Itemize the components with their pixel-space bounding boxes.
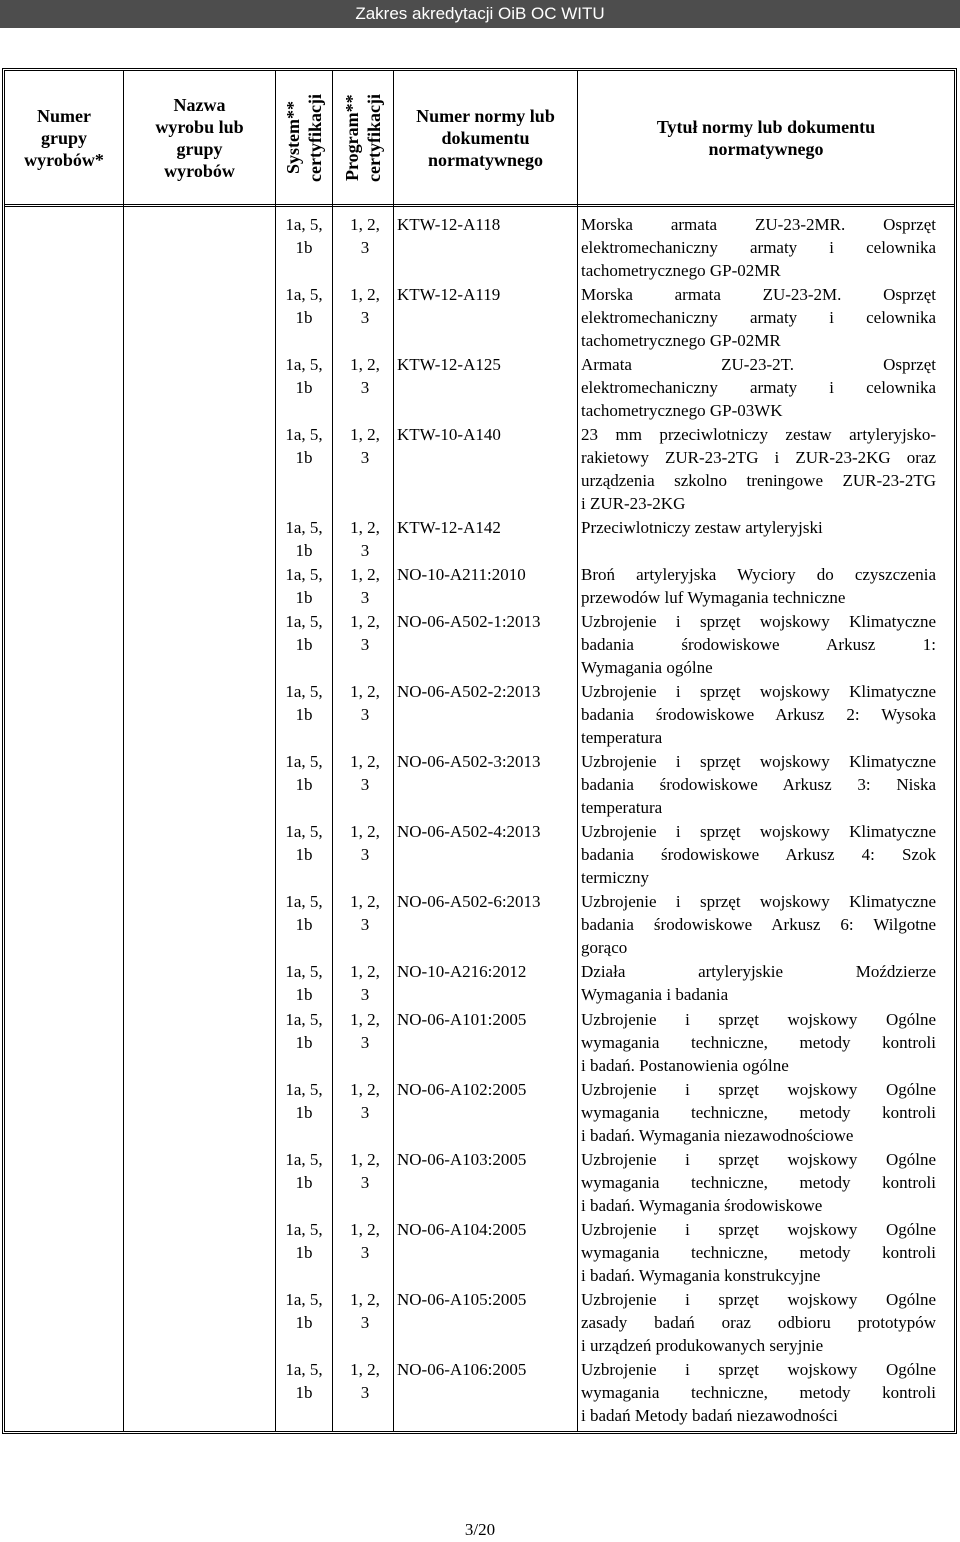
program-cell-line: 1, 2, [350, 425, 380, 444]
system-cell [279, 1288, 329, 1334]
standard-title-cell-line: Przeciwlotniczy zestaw artyleryjski [581, 518, 823, 537]
column-divider [123, 71, 124, 1431]
system-cell [279, 960, 329, 1006]
system-cell [279, 1218, 329, 1264]
program-cell-line: 1, 2, [350, 1150, 380, 1169]
program-cell-line: 1, 2, [350, 285, 380, 304]
standard-title-cell [581, 820, 936, 889]
system-cell-line: 1a, 5, [285, 612, 323, 631]
standard-title-cell-line: temperatura [581, 798, 663, 817]
program-cell-line: 3 [360, 1313, 370, 1332]
program-cell-line: 1, 2, [350, 565, 380, 584]
program-cell [340, 213, 390, 259]
system-cell-line: 1a, 5, [285, 1150, 323, 1169]
system-cell-line: 1b [295, 448, 313, 467]
standard-title-cell [581, 960, 936, 1006]
standard-title-cell-line: i badań. Wymagania niezawodnościowe [581, 1126, 854, 1145]
standard-number-cell [397, 283, 577, 306]
program-cell [340, 750, 390, 796]
standard-title-cell-line: gorąco [581, 938, 628, 957]
program-cell-line: 3 [360, 1243, 370, 1262]
header-standard-number-label: Numer normy lub dokumentu normatywnego [416, 105, 555, 170]
program-cell-line: 3 [360, 541, 370, 560]
standard-title-cell [581, 1148, 936, 1217]
program-cell-line: 1, 2, [350, 962, 380, 981]
system-cell-line: 1b [295, 1103, 313, 1122]
standard-number-cell-line: KTW-12-A119 [397, 285, 501, 304]
standard-title-cell [581, 1358, 936, 1427]
system-cell-line: 1b [295, 705, 313, 724]
program-cell [340, 820, 390, 866]
program-cell [340, 516, 390, 562]
standard-number-cell-line: NO-06-A502-3:2013 [397, 752, 541, 771]
standard-title-cell-line: wymagania techniczne, metody kontroli [581, 1103, 936, 1122]
header-product-name-label: Nazwa wyrobu lub grupy wyrobów [155, 94, 244, 181]
standard-title-cell-line: i urządzeń produkowanych seryjnie [581, 1336, 824, 1355]
program-cell [340, 423, 390, 469]
standard-title-cell-line: Uzbrojenie i sprzęt wojskowy Klimatyczne [581, 612, 936, 631]
system-cell-line: 1a, 5, [285, 822, 323, 841]
standard-number-cell [397, 890, 577, 913]
standard-title-cell-line: elektromechaniczny armaty i celownika [581, 378, 936, 397]
program-cell-line: 3 [360, 1173, 370, 1192]
program-cell-line: 3 [360, 1103, 370, 1122]
program-cell [340, 563, 390, 609]
standard-title-cell-line: tachometrycznego GP-02MR [581, 331, 781, 350]
standard-title-cell-line: Armata ZU-23-2T. Osprzęt [581, 355, 936, 374]
standard-title-cell-line: i ZUR-23-2KG [581, 494, 686, 513]
program-cell [340, 1218, 390, 1264]
standard-number-cell-line: NO-06-A502-1:2013 [397, 612, 541, 631]
standard-title-cell-line: Morska armata ZU-23-2MR. Osprzęt [581, 215, 936, 234]
standard-title-cell-line: wymagania techniczne, metody kontroli [581, 1173, 936, 1192]
system-cell-line: 1b [295, 1383, 313, 1402]
standard-title-cell-line: elektromechaniczny armaty i celownika [581, 308, 936, 327]
standard-title-cell-line: rakietowy ZUR-23-2TG i ZUR-23-2KG oraz [581, 448, 936, 467]
standard-title-cell [581, 680, 936, 749]
standard-title-cell-line: tachometrycznego GP-03WK [581, 401, 783, 420]
program-cell-line: 3 [360, 588, 370, 607]
standard-number-cell-line: NO-06-A502-2:2013 [397, 682, 541, 701]
system-cell [279, 423, 329, 469]
standard-title-cell-line: Uzbrojenie i sprzęt wojskowy Klimatyczne [581, 752, 936, 771]
program-cell-line: 1, 2, [350, 1010, 380, 1029]
standard-title-cell-line: badania środowiskowe Arkusz 3: Niska [581, 775, 936, 794]
system-cell [279, 1078, 329, 1124]
standard-title-cell-line: badania środowiskowe Arkusz 4: Szok [581, 845, 936, 864]
standard-title-cell-line: elektromechaniczny armaty i celownika [581, 238, 936, 257]
program-cell-line: 3 [360, 635, 370, 654]
program-cell [340, 1358, 390, 1404]
system-cell [279, 890, 329, 936]
standard-number-cell-line: NO-06-A103:2005 [397, 1150, 527, 1169]
program-cell-line: 3 [360, 1033, 370, 1052]
table-header [5, 71, 954, 207]
standard-title-cell-line: wymagania techniczne, metody kontroli [581, 1243, 936, 1262]
column-divider [577, 71, 578, 1431]
standard-number-cell [397, 1218, 577, 1241]
standard-title-cell-line: Uzbrojenie i sprzęt wojskowy Ogólne [581, 1220, 936, 1239]
header-group-number-label: Numer grupy wyrobów* [24, 105, 104, 170]
program-cell [340, 890, 390, 936]
program-cell [340, 610, 390, 656]
standard-number-cell-line: KTW-12-A125 [397, 355, 501, 374]
page-header [0, 0, 960, 28]
standard-number-cell-line: NO-06-A105:2005 [397, 1290, 527, 1309]
standard-title-cell-line: i badań. Postanowienia ogólne [581, 1056, 789, 1075]
system-cell-line: 1a, 5, [285, 518, 323, 537]
standard-title-cell-line: wymagania techniczne, metody kontroli [581, 1383, 936, 1402]
system-cell-line: 1a, 5, [285, 1360, 323, 1379]
standard-title-cell [581, 1008, 936, 1077]
system-cell [279, 680, 329, 726]
program-cell-line: 1, 2, [350, 215, 380, 234]
standard-number-cell-line: NO-06-A106:2005 [397, 1360, 527, 1379]
standard-title-cell-line: Działa artyleryjskie Moździerze [581, 962, 936, 981]
system-cell [279, 283, 329, 329]
standard-number-cell-line: KTW-10-A140 [397, 425, 501, 444]
system-cell [279, 563, 329, 609]
header-standard-title [578, 71, 954, 204]
program-cell-line: 1, 2, [350, 752, 380, 771]
standard-number-cell-line: NO-10-A216:2012 [397, 962, 527, 981]
standard-title-cell-line: badania środowiskowe Arkusz 2: Wysoka [581, 705, 936, 724]
program-cell-line: 3 [360, 378, 370, 397]
standard-title-cell [581, 1218, 936, 1287]
accreditation-table [2, 68, 957, 1434]
program-cell [340, 1288, 390, 1334]
page-title: Zakres akredytacji OiB OC WITU [355, 4, 605, 23]
header-standard-title-label: Tytuł normy lub dokumentu normatywnego [656, 116, 876, 159]
standard-title-cell-line: i badań. Wymagania środowiskowe [581, 1196, 823, 1215]
program-cell-line: 1, 2, [350, 1080, 380, 1099]
standard-number-cell-line: NO-06-A102:2005 [397, 1080, 527, 1099]
program-cell [340, 1008, 390, 1054]
standard-title-cell-line: Uzbrojenie i sprzęt wojskowy Klimatyczne [581, 682, 936, 701]
header-system-label: System** certyfikacji [283, 93, 325, 182]
system-cell-line: 1a, 5, [285, 892, 323, 911]
program-cell-line: 1, 2, [350, 518, 380, 537]
standard-number-cell [397, 1358, 577, 1381]
standard-title-cell [581, 213, 936, 282]
program-cell-line: 3 [360, 845, 370, 864]
system-cell-line: 1b [295, 775, 313, 794]
standard-number-cell [397, 1288, 577, 1311]
system-cell [279, 1358, 329, 1404]
standard-title-cell-line: Uzbrojenie i sprzęt wojskowy Ogólne [581, 1010, 936, 1029]
standard-number-cell [397, 1008, 577, 1031]
system-cell-line: 1b [295, 985, 313, 1004]
standard-title-cell-line: Wymagania ogólne [581, 658, 713, 677]
system-cell-line: 1b [295, 1173, 313, 1192]
system-cell-line: 1b [295, 1243, 313, 1262]
standard-title-cell-line: Uzbrojenie i sprzęt wojskowy Klimatyczne [581, 892, 936, 911]
standard-title-cell-line: Morska armata ZU-23-2M. Osprzęt [581, 285, 936, 304]
system-cell [279, 516, 329, 562]
standard-title-cell [581, 283, 936, 352]
system-cell [279, 1008, 329, 1054]
standard-number-cell [397, 423, 577, 446]
standard-number-cell [397, 960, 577, 983]
standard-number-cell-line: NO-06-A502-6:2013 [397, 892, 541, 911]
system-cell [279, 610, 329, 656]
header-product-name [124, 71, 275, 204]
program-cell-line: 1, 2, [350, 612, 380, 631]
standard-title-cell [581, 1078, 936, 1147]
system-cell-line: 1b [295, 308, 313, 327]
standard-title-cell-line: Uzbrojenie i sprzęt wojskowy Ogólne [581, 1360, 936, 1379]
standard-title-cell [581, 890, 936, 959]
system-cell-line: 1a, 5, [285, 1010, 323, 1029]
standard-title-cell-line: Broń artyleryjska Wyciory do czyszczenia [581, 565, 936, 584]
column-divider [332, 71, 333, 1431]
standard-title-cell-line: zasady badań oraz odbioru prototypów [581, 1313, 936, 1332]
system-cell-line: 1a, 5, [285, 752, 323, 771]
header-group-number [5, 71, 123, 204]
standard-title-cell [581, 610, 936, 679]
system-cell [279, 820, 329, 866]
system-cell-line: 1a, 5, [285, 425, 323, 444]
system-cell [279, 353, 329, 399]
standard-number-cell [397, 353, 577, 376]
program-cell-line: 3 [360, 1383, 370, 1402]
system-cell-line: 1a, 5, [285, 355, 323, 374]
system-cell-line: 1b [295, 541, 313, 560]
standard-title-cell-line: i badań Metody badań niezawodności [581, 1406, 838, 1425]
standard-number-cell-line: KTW-12-A118 [397, 215, 501, 234]
standard-title-cell [581, 1288, 936, 1357]
standard-title-cell-line: tachometrycznego GP-02MR [581, 261, 781, 280]
standard-title-cell-line: przewodów luf Wymagania techniczne [581, 588, 846, 607]
system-cell-line: 1a, 5, [285, 565, 323, 584]
standard-number-cell [397, 1148, 577, 1171]
system-cell-line: 1b [295, 915, 313, 934]
page-number: 3/20 [464, 1520, 496, 1539]
standard-title-cell-line: temperatura [581, 728, 663, 747]
system-cell [279, 1148, 329, 1194]
program-cell [340, 353, 390, 399]
standard-number-cell-line: NO-06-A101:2005 [397, 1010, 527, 1029]
system-cell-line: 1a, 5, [285, 682, 323, 701]
system-cell-line: 1b [295, 378, 313, 397]
program-cell [340, 1078, 390, 1124]
program-cell-line: 3 [360, 985, 370, 1004]
program-cell [340, 1148, 390, 1194]
system-cell-line: 1b [295, 588, 313, 607]
system-cell-line: 1a, 5, [285, 215, 323, 234]
system-cell-line: 1b [295, 1313, 313, 1332]
standard-title-cell-line: 23 mm przeciwlotniczy zestaw artyleryjsko- [581, 425, 936, 444]
program-cell-line: 3 [360, 775, 370, 794]
system-cell-line: 1b [295, 1033, 313, 1052]
standard-title-cell-line: badania środowiskowe Arkusz 6: Wilgotne [581, 915, 936, 934]
program-cell-line: 3 [360, 448, 370, 467]
header-program-label: Program** certyfikacji [342, 93, 384, 182]
system-cell-line: 1a, 5, [285, 1290, 323, 1309]
standard-number-cell [397, 680, 577, 703]
standard-title-cell [581, 563, 936, 609]
system-cell-line: 1a, 5, [285, 1220, 323, 1239]
system-cell-line: 1a, 5, [285, 285, 323, 304]
header-system [276, 71, 332, 204]
standard-title-cell-line: i badań. Wymagania konstrukcyjne [581, 1266, 821, 1285]
standard-title-cell-line: Uzbrojenie i sprzęt wojskowy Klimatyczne [581, 822, 936, 841]
column-divider [393, 71, 394, 1431]
program-cell [340, 283, 390, 329]
standard-number-cell [397, 563, 577, 586]
standard-number-cell-line: NO-06-A104:2005 [397, 1220, 527, 1239]
system-cell-line: 1b [295, 635, 313, 654]
standard-number-cell-line: KTW-12-A142 [397, 518, 501, 537]
standard-title-cell [581, 750, 936, 819]
program-cell-line: 1, 2, [350, 822, 380, 841]
standard-title-cell-line: Uzbrojenie i sprzęt wojskowy Ogólne [581, 1080, 936, 1099]
program-cell-line: 3 [360, 915, 370, 934]
program-cell-line: 3 [360, 308, 370, 327]
standard-title-cell-line: badania środowiskowe Arkusz 1: [581, 635, 936, 654]
standard-title-cell-line: termiczny [581, 868, 649, 887]
program-cell-line: 3 [360, 238, 370, 257]
header-program [333, 71, 393, 204]
program-cell-line: 1, 2, [350, 682, 380, 701]
standard-number-cell [397, 610, 577, 633]
program-cell-line: 1, 2, [350, 1290, 380, 1309]
standard-number-cell [397, 750, 577, 773]
standard-title-cell-line: Uzbrojenie i sprzęt wojskowy Ogólne [581, 1150, 936, 1169]
column-divider [275, 71, 276, 1431]
system-cell-line: 1a, 5, [285, 962, 323, 981]
system-cell [279, 750, 329, 796]
header-standard-number [394, 71, 577, 204]
standard-number-cell [397, 820, 577, 843]
standard-title-cell [581, 353, 936, 422]
program-cell-line: 3 [360, 705, 370, 724]
system-cell-line: 1b [295, 238, 313, 257]
program-cell [340, 960, 390, 1006]
standard-number-cell-line: NO-06-A502-4:2013 [397, 822, 541, 841]
system-cell-line: 1a, 5, [285, 1080, 323, 1099]
standard-title-cell-line: Uzbrojenie i sprzęt wojskowy Ogólne [581, 1290, 936, 1309]
standard-title-cell-line: urządzenia szkolno treningowe ZUR-23-2TG [581, 471, 936, 490]
standard-title-cell-line: wymagania techniczne, metody kontroli [581, 1033, 936, 1052]
system-cell [279, 213, 329, 259]
program-cell [340, 680, 390, 726]
standard-title-cell [581, 516, 936, 539]
standard-number-cell-line: NO-10-A211:2010 [397, 565, 526, 584]
standard-number-cell [397, 516, 577, 539]
standard-number-cell [397, 213, 577, 236]
system-cell-line: 1b [295, 845, 313, 864]
standard-title-cell-line: Wymagania i badania [581, 985, 729, 1004]
program-cell-line: 1, 2, [350, 1360, 380, 1379]
program-cell-line: 1, 2, [350, 355, 380, 374]
program-cell-line: 1, 2, [350, 1220, 380, 1239]
program-cell-line: 1, 2, [350, 892, 380, 911]
standard-title-cell [581, 423, 936, 515]
standard-number-cell [397, 1078, 577, 1101]
